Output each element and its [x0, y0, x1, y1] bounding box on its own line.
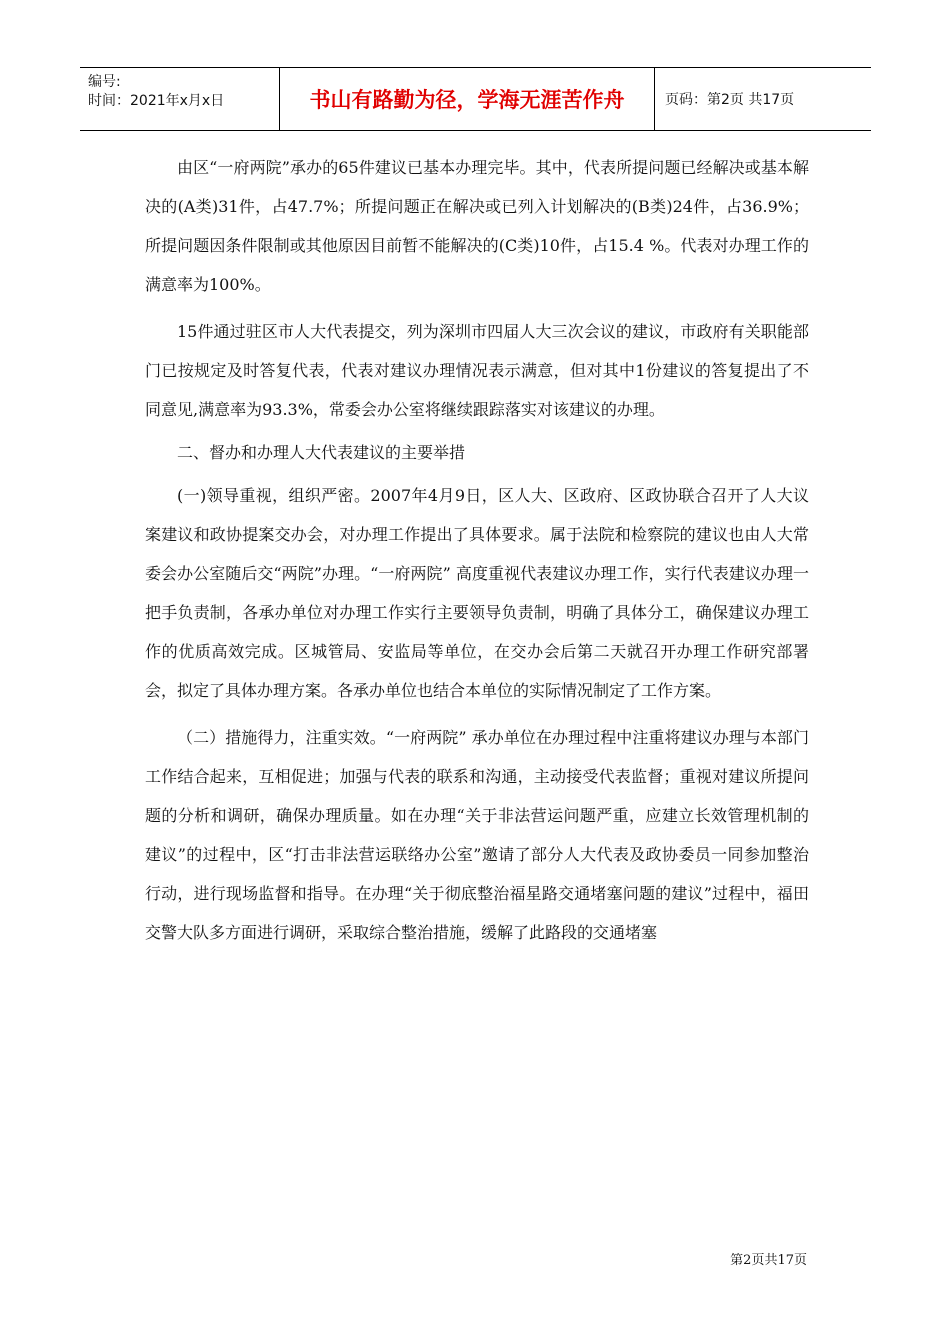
header-meta	[80, 68, 280, 130]
page-footer: 第2页共17页	[730, 1253, 807, 1268]
paragraph: 15件通过驻区市人大代表提交，列为深圳市四届人大三次会议的建议，市政府有关职能部门已按规定及时答复代表，代表对建议办理情况表示满意，但对其中1份建议的答复提出了不同意见,满意率为93.3%，常委会办公室将继续跟踪落实对该建议的办理。	[145, 322, 809, 419]
paragraph: (一)领导重视，组织严密。2007年4月9日，区人大、区政府、区政协联合召开了人大议案建议和政协提案交办会，对办理工作提出了具体要求。属于法院和检察院的建议也由人大常委会办公室随后交“两院”办理。“一府两院” 高度重视代表建议办理工作，实行代表建议办理一把手负责制，各承办单位对办理工作实行主要领导负责制，明确了具体分工，确保建议办理工作的优质高效完成。区城管局、安监局等单位，在交办会后第二天就召开办理工作研究部署会，拟定了具体办理方案。各承办单位也结合本单位的实际情况制定了工作方案。	[145, 486, 809, 700]
paragraph: 由区“一府两院”承办的65件建议已基本办理完毕。其中，代表所提问题已经解决或基本解决的(A类)31件，占47.7%；所提问题正在解决或已列入计划解决的(B类)24件，占36.9%；所提问题因条件限制或其他原因目前暂不能解决的(C类)10件，占15.4 %。代表对办理工作的满意率为100%。	[145, 158, 809, 294]
section-heading: 二、督办和办理人大代表建议的主要举措	[177, 443, 466, 462]
number-label: 编号:	[88, 74, 121, 90]
time-label: 时间：2021年x月x日	[88, 93, 225, 109]
header-page-label: 页码：第2页 共17页	[665, 92, 795, 108]
paragraph: （二）措施得力，注重实效。“一府两院” 承办单位在办理过程中注重将建议办理与本部门工作结合起来，互相促进；加强与代表的联系和沟通，主动接受代表监督；重视对建议所提问题的分析和调研，确保办理质量。如在办理“关于非法营运问题严重，应建立长效管理机制的建议”的过程中，区“打击非法营运联络办公室”邀请了部分人大代表及政协委员一同参加整治行动，进行现场监督和指导。在办理“关于彻底整治福星路交通堵塞问题的建议”过程中，福田交警大队多方面进行调研，采取综合整治措施，缓解了此路段的交通堵塞	[145, 728, 809, 942]
document-body	[145, 148, 809, 952]
header-motto: 书山有路勤为径，学海无涯苦作舟	[280, 68, 655, 130]
page-header	[80, 67, 871, 131]
